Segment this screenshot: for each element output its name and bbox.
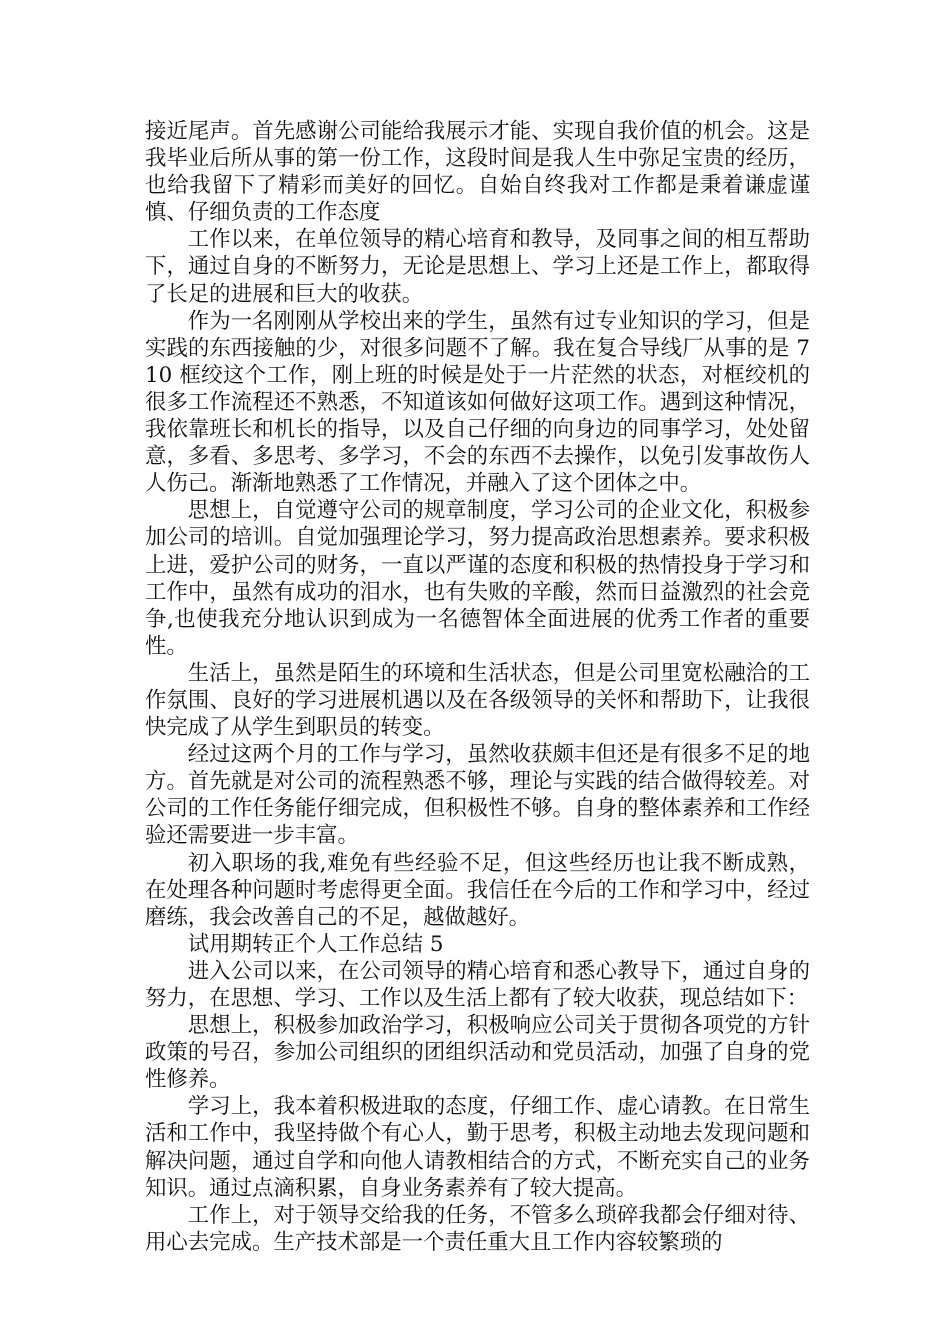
paragraph-learning: 学习上，我本着积极进取的态度，仔细工作、虚心请教。在日常生活和工作中，我坚持做个有心人，勤于思考，积极主动地去发现问题和解决问题，通过自学和向他人请教相结合的方式，不断充实自己的业务知识。通过点滴积累，自身业务素养有了较大提高。	[145, 1094, 810, 1201]
paragraph-life: 生活上，虽然是陌生的环境和生活状态，但是公司里宽松融洽的工作氛围、良好的学习进展机遇以及在各级领导的关怀和帮助下，让我很快完成了从学生到职员的转变。	[145, 660, 810, 741]
paragraph-new-to-workplace: 初入职场的我,难免有些经验不足，但这些经历也让我不断成熟，在处理各种问题时考虑得更全面。我信任在今后的工作和学习中，经过磨练，我会改善自己的不足，越做越好。	[145, 850, 810, 930]
paragraph-ideology: 思想上，自觉遵守公司的规章制度，学习公司的企业文化，积极参加公司的培训。自觉加强理论学习，努力提高政治思想素养。要求积极上进，爱护公司的财务，一直以严谨的态度和积极的热情投身于学习和工作中，虽然有成功的泪水，也有失败的辛酸，然而日益激烈的社会竞争,也使我充分地认识到成为一名德智体全面进展的优秀工作者的重要性。	[145, 498, 810, 659]
paragraph-political-study: 思想上，积极参加政治学习，积极响应公司关于贯彻各项党的方针政策的号召，参加公司组织的团组织活动和党员活动，加强了自身的党性修养。	[145, 1013, 810, 1093]
paragraph-continuation: 接近尾声。首先感谢公司能给我展示才能、实现自我价值的机会。这是我毕业后所从事的第一份工作，这段时间是我人生中弥足宝贵的经历，也给我留下了精彩而美好的回忆。自始自终我对工作都是秉着谦虚谨慎、仔细负责的工作态度	[145, 119, 810, 226]
paragraph-since-joining: 进入公司以来，在公司领导的精心培育和悉心教导下，通过自身的努力，在思想、学习、工作以及生活上都有了较大收获，现总结如下：	[145, 958, 810, 1011]
paragraph-shortcomings: 经过这两个月的工作与学习，虽然收获颇丰但还是有很多不足的地方。首先就是对公司的流程熟悉不够，理论与实践的结合做得较差。对公司的工作任务能仔细完成，但积极性不够。自身的整体素养和工作经验还需要进一步丰富。	[145, 742, 810, 849]
paragraph-work-since: 工作以来，在单位领导的精心培育和教导，及同事之间的相互帮助下，通过自身的不断努力，无论是思想上、学习上还是工作上，都取得了长足的进展和巨大的收获。	[145, 227, 810, 307]
document-page	[145, 118, 810, 1256]
paragraph-new-graduate: 作为一名刚刚从学校出来的学生，虽然有过专业知识的学习，但是实践的东西接触的少，对很多问题不了解。我在复合导线厂从事的是 710 框绞这个工作，刚上班的时候是处于一片茫然的状态，对框绞机的很多工作流程还不熟悉，不知道该如何做好这项工作。遇到这种情况，我依靠班长和机长的指导，以及自己仔细的向身边的同事学习，处处留意，多看、多思考、多学习，不会的东西不去操作，以免引发事故伤人人伤己。渐渐地熟悉了工作情况，并融入了这个团体之中。	[145, 308, 810, 497]
paragraph-work-tasks: 工作上，对于领导交给我的任务，不管多么琐碎我都会仔细对待、用心去完成。生产技术部是一个责任重大且工作内容较繁琐的	[145, 1202, 810, 1255]
section-heading: 试用期转正个人工作总结 5	[187, 931, 444, 957]
